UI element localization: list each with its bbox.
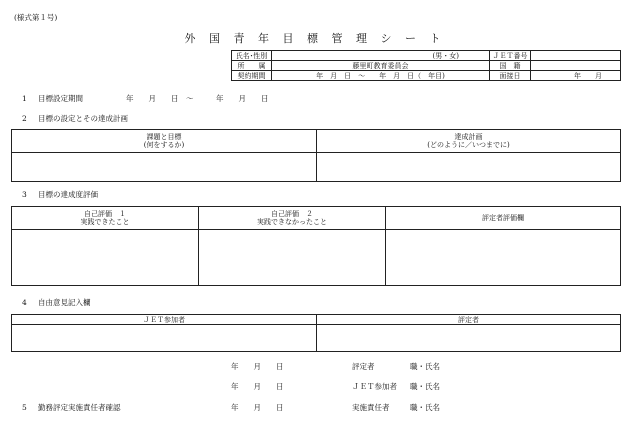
self-eval-1-line1: 自己評価 １ [84, 210, 126, 218]
evaluator-eval-header: 評定者評価欄 [386, 207, 621, 230]
section-4-label: 自由意見記入欄 [38, 298, 91, 307]
goal-plan-table [11, 129, 621, 182]
section-1-number: 1 [22, 94, 27, 103]
plan-header [317, 130, 621, 153]
goal-header-line2: (何をするか) [143, 141, 185, 149]
sig-1-role: 評定者 [352, 362, 375, 371]
goal-field[interactable] [12, 153, 317, 182]
jet-number-label: ＪＥＴ番号 [490, 51, 531, 61]
gender-hint: (男・女) [432, 51, 459, 60]
sig-2-date[interactable]: 年 月 日 [231, 382, 284, 391]
self-eval-2-line1: 自己評価 ２ [271, 210, 313, 218]
section-5 [22, 402, 121, 413]
goal-period-value[interactable]: 年 月 日 ～ 年 月 日 [126, 94, 269, 103]
evaluation-table [11, 206, 621, 286]
self-eval-2-header [199, 207, 386, 230]
interview-value[interactable]: 年 月 [531, 71, 621, 81]
page-title: 外 国 青 年 目 標 管 理 シ ー ト [184, 32, 446, 45]
section-5-label: 勤務評定実施責任者確認 [38, 403, 121, 412]
affiliation-value: 藤里町教育委員会 [272, 61, 490, 71]
section-5-number: 5 [22, 403, 27, 412]
section-2 [22, 113, 128, 124]
evaluator-header: 評定者 [317, 315, 621, 325]
self-eval-1-field[interactable] [12, 230, 199, 286]
section-2-number: 2 [22, 114, 27, 123]
jet-participant-header: ＪＥＴ参加者 [12, 315, 317, 325]
form-number: (様式第１号) [14, 13, 58, 22]
jet-participant-opinion-field[interactable] [12, 325, 317, 352]
country-field[interactable] [531, 61, 621, 71]
self-eval-1-header [12, 207, 199, 230]
self-eval-2-line2: 実践できなかったこと [257, 218, 327, 226]
section-3-label: 目標の達成度評価 [38, 190, 98, 199]
section-2-label: 目標の設定とその達成計画 [38, 114, 128, 123]
goal-header-line1: 課題と目標 [146, 133, 182, 141]
contract-label: 契約期間 [232, 71, 272, 81]
evaluator-eval-field[interactable] [386, 230, 621, 286]
contract-value[interactable]: 年 月 日 ～ 年 月 日（ 年目) [272, 71, 490, 81]
section-4 [22, 297, 91, 308]
sig-3-role: 実施責任者 [352, 403, 390, 412]
plan-header-line1: 達成計画 [454, 133, 483, 141]
self-eval-1-line2: 実践できたこと [80, 218, 130, 226]
section-1 [22, 93, 83, 104]
interview-label: 面接日 [490, 71, 531, 81]
country-label: 国 籍 [490, 61, 531, 71]
sig-1-date[interactable]: 年 月 日 [231, 362, 284, 371]
self-eval-2-field[interactable] [199, 230, 386, 286]
section-3-number: 3 [22, 190, 27, 199]
evaluator-opinion-field[interactable] [317, 325, 621, 352]
affiliation-label: 所 属 [232, 61, 272, 71]
section-3 [22, 189, 98, 200]
sig-3-name[interactable]: 職・氏名 [410, 403, 440, 412]
name-label: 氏名･性別 [232, 51, 272, 61]
sig-3-date[interactable]: 年 月 日 [231, 403, 284, 412]
section-4-number: 4 [22, 298, 27, 307]
jet-number-field[interactable] [531, 51, 621, 61]
plan-field[interactable] [317, 153, 621, 182]
section-1-label: 目標設定期間 [38, 94, 83, 103]
sig-1-name[interactable]: 職・氏名 [410, 362, 440, 371]
plan-header-line2: (どのように／いつまでに) [427, 141, 510, 149]
sig-2-role: ＪＥＴ参加者 [352, 382, 397, 391]
free-opinion-table [11, 314, 621, 352]
info-table [231, 50, 621, 81]
sig-2-name[interactable]: 職・氏名 [410, 382, 440, 391]
name-field[interactable] [272, 51, 490, 61]
goal-header [12, 130, 317, 153]
